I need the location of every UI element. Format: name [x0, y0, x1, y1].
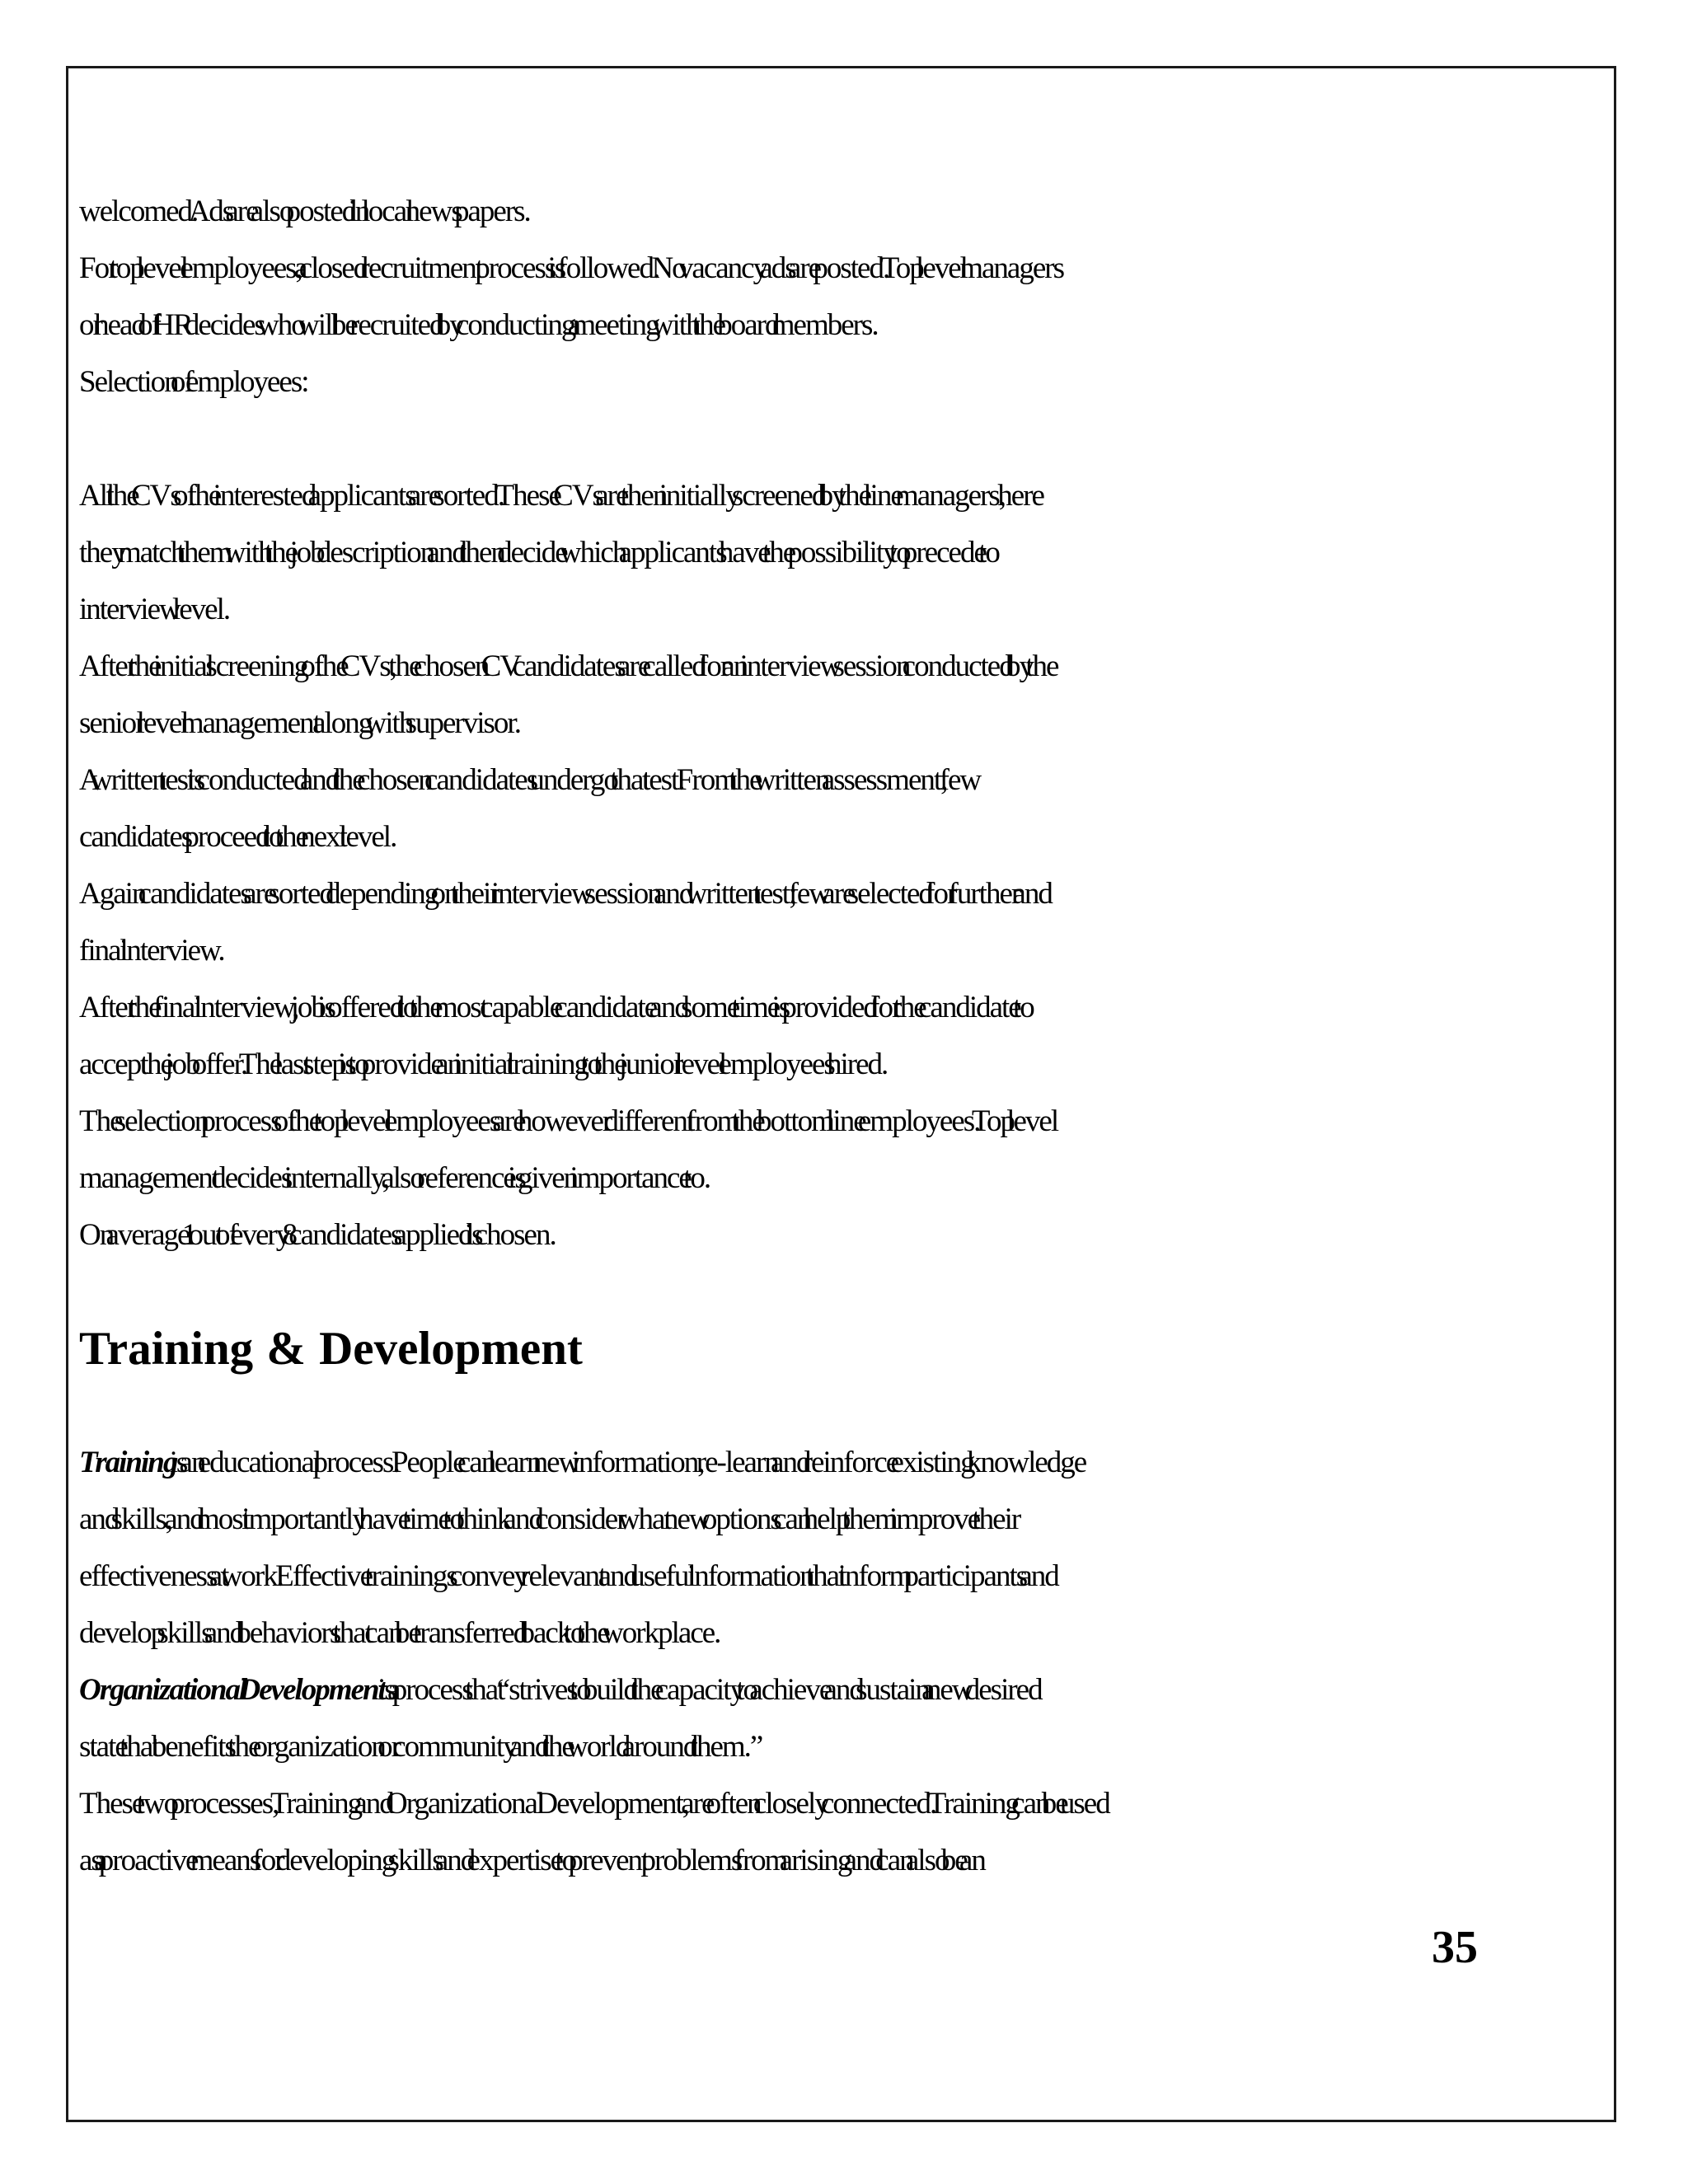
text-line-training-definition: [79, 1434, 1612, 1491]
text-line: management decides internally, also reference is given importance to.: [79, 1161, 710, 1195]
text-line: effectiveness at work. Effective trainings convey relevant and useful information that inform participants and: [79, 1559, 1058, 1593]
text-line: senior level management along with supervisor.: [79, 706, 520, 740]
text-line: These two processes, Training and Organizational Development, are often closely connected. Training can be used: [79, 1787, 1109, 1821]
text-line: as a proactive means for developing skills and expertise to prevent problems from arising and can also be an: [79, 1844, 985, 1877]
text-line: On average 1 out of every 8 candidates applied is chosen.: [79, 1218, 556, 1252]
text-line: state that benefits the organization or community and the world around them.”: [79, 1730, 762, 1764]
text-line: or head of HR decides who will be recruited by conducting a meeting with the board members.: [79, 308, 878, 342]
text-line-od-definition: [79, 1661, 1612, 1718]
text-line: they match them with the job description and then decide which applicants have the possibility to precede to: [79, 536, 999, 569]
text-line: For top level employees, a closed recruitment process is followed. No vacancy ads are posted. Top level managers: [79, 251, 1063, 285]
term-organizational-development: Organizational Development: [79, 1673, 385, 1707]
text-line: After the final interview, job is offered to the most capable candidate and some time is provided for the candidate to: [79, 991, 1034, 1024]
text-line: final interview.: [79, 934, 224, 968]
page-number: 35: [1432, 1922, 1478, 1973]
text-line: The selection process of the top level employees are however different from the bottom line employees. Top level: [79, 1104, 1058, 1138]
text-line: interview level.: [79, 593, 230, 626]
text-line: welcomed. Ads are also posted in local news papers.: [79, 194, 530, 228]
text-line: and skills, and most importantly have time to think and consider what new options can help them improve their: [79, 1502, 1020, 1536]
text-fragment: is an educational process. People can learn new information, re-learn and reinforce existing knowledge: [176, 1446, 1086, 1479]
page-content: [79, 183, 1612, 1889]
text-line: develop skills and behaviors that can be transferred back to the workplace.: [79, 1616, 720, 1650]
text-line: candidates proceed to the next level.: [79, 820, 396, 854]
text-line: After the initial screening of the CVs, the chosen CV candidates are called for an interview session conducted by the: [79, 649, 1058, 683]
section-label-selection: Selection of employees:: [79, 365, 308, 399]
term-training: Training: [79, 1446, 177, 1479]
text-line: All the CVs of the interested applicants are sorted. These CVs are then initially screened by the line managers, here: [79, 479, 1043, 513]
text-line: Again candidates are sorted depending on their interview session and written test; few are selected for further and: [79, 877, 1052, 911]
section-heading: Training & Development: [79, 1323, 583, 1375]
text-line: accept the job offer. The last step is to provide an initial training to the junior level employees hired.: [79, 1047, 888, 1081]
text-fragment: is a process that “strives to build the capacity to achieve and sustain a new desired: [384, 1673, 1042, 1707]
text-line: A written test is conducted and the chosen candidates undergo that test. From the written assessment, few: [79, 763, 981, 797]
blank-line: [79, 410, 1612, 467]
